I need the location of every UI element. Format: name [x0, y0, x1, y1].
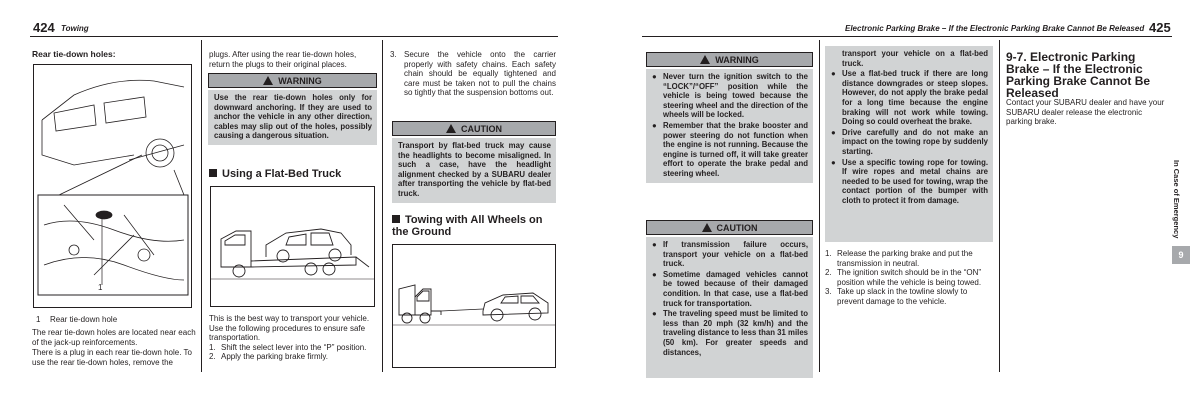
figure1-caption-number: 1	[36, 315, 41, 324]
caution-triangle-icon	[446, 124, 456, 133]
figure1-callout: 1	[98, 283, 103, 292]
flatbed-truck-figure	[210, 186, 375, 307]
right-caution-item-2: ● Sometime damaged vehicles cannot be towed because of their damaged condition. In that case, use a flat-bed truck for transportation.	[652, 269, 808, 308]
right-header-title: Electronic Parking Brake – If the Electronic Parking Brake Cannot Be Released	[845, 24, 1145, 33]
right-caution-label-bar	[646, 220, 813, 235]
section-9-7-heading: 9-7. Electronic Parking Brake – If the Electronic Parking Brake Cannot Be Released	[1006, 50, 1151, 100]
right-caution-body	[646, 237, 813, 378]
tow-step-1-text: Release the parking brake and put the transmission in neutral.	[837, 249, 973, 268]
flatbed-step-3-num: 3.	[390, 50, 397, 59]
side-tab-text: In Case of Emergency	[1172, 160, 1181, 239]
right-caution-item-2-text: Sometime damaged vehicles cannot be towed because of their damaged condition. In that case, use a flat-bed truck for transportation.	[663, 269, 808, 308]
tow-step-3	[825, 287, 993, 306]
tow-step-1	[825, 249, 993, 268]
flatbed-step-3-text: Secure the vehicle onto the carrier properly with safety chains. Each safety chain should be equally tightened and care must be taken not to pull the chains so tightly that the suspension bottoms out.	[404, 50, 556, 98]
right-caution-item-1: ● If transmission failure occurs, transport your vehicle on a flat-bed truck.	[652, 240, 808, 269]
right-warning-box	[646, 52, 813, 183]
right-warning-label-bar	[646, 52, 813, 67]
right-warning-item-2: ● Remember that the brake booster and power steering do not function when the engine is not running. Because the engine is turned off, it will take greater effort to operate the brake pedal and steering wheel.	[652, 120, 808, 178]
flatbed-para: This is the best way to transport your vehicle. Use the following procedures to ensure safe transportation.	[209, 314, 370, 343]
all-wheels-heading	[392, 214, 558, 238]
right-caution-item-3: ● The traveling speed must be limited to less than 20 mph (32 km/h) and the traveling distance to less than 31 miles (50 km). For greater speeds and distances,	[652, 309, 808, 357]
caution-triangle-icon-right	[702, 223, 712, 232]
section-9-7-text: Contact your SUBARU dealer and have your SUBARU dealer release the electronic parking brake.	[1006, 98, 1165, 127]
caution-continued-item-3: ● Use a specific towing rope for towing. If wire ropes and metal chains are needed to be used for towing, wrap the contact portion of the bumper with cloth to protect it from damage.	[831, 157, 988, 205]
figure1-caption-item	[32, 315, 192, 325]
flatbed-step-1-num: 1.	[209, 342, 216, 352]
right-caution-item-1-text: If transmission failure occurs, transport your vehicle on a flat-bed truck.	[663, 240, 808, 269]
right-warning-item-1: ● Never turn the ignition switch to the “LOCK”/“OFF” position while the vehicle is being towed because the steering wheel and the direction of the wheels will be locked.	[652, 72, 808, 120]
flatbed-heading-text: Using a Flat-Bed Truck	[222, 168, 342, 180]
right-caution-label: CAUTION	[716, 223, 758, 233]
left-header-title: Towing	[61, 24, 89, 33]
flatbed-step-1	[209, 343, 377, 353]
col1-para1: The rear tie-down holes are located near each of the jack-up reinforcements.	[32, 328, 196, 347]
right-caution-box	[646, 220, 813, 378]
left-warning-box	[208, 73, 377, 145]
right-page-number: 425	[1149, 20, 1171, 35]
right-warning-label: WARNING	[715, 55, 759, 65]
left-warning-text: Use the rear tie-down holes only for downward anchoring. If they are used to anchor the vehicle in any other direction, cables may slip out of the holes, possibly causing a dangerous situation.	[208, 90, 377, 145]
left-col3	[390, 50, 556, 98]
left-divider-2	[382, 40, 383, 372]
flatbed-truck-illustration	[211, 187, 374, 306]
tow-step-3-num: 3.	[825, 287, 832, 297]
left-col2	[209, 50, 377, 69]
right-divider-2	[999, 40, 1000, 372]
caution-continued-item-3-text: Use a specific towing rope for towing. If wire ropes and metal chains are needed to be used for towing, wrap the contact portion of the bumper with cloth to protect it from damage.	[842, 157, 988, 205]
flatbed-step-2	[209, 352, 377, 362]
left-caution-label-bar	[392, 121, 556, 136]
right-caution-continued	[825, 46, 993, 242]
left-col1	[32, 50, 192, 60]
tow-all-wheels-illustration	[393, 245, 555, 367]
warning-triangle-icon	[263, 76, 273, 85]
right-warning-body	[646, 69, 813, 183]
tow-steps	[825, 249, 993, 307]
caution-continued-item-1-text: Use a flat-bed truck if there are long distance downgrades or steep slopes. However, do not apply the brake pedal for a long time because the engine braking will not work while towing. Doing so could overheat the brake.	[842, 69, 988, 127]
side-tab-label	[1172, 160, 1190, 240]
tow-step-2-num: 2.	[825, 268, 832, 278]
tow-step-2-text: The ignition switch should be in the “ON” position while the vehicle is being towed.	[837, 268, 982, 287]
tow-step-2	[825, 268, 993, 287]
left-caution-box	[392, 121, 556, 203]
left-col1-text	[32, 328, 196, 367]
flatbed-text	[209, 314, 377, 362]
left-divider-1	[201, 40, 202, 372]
left-caution-text: Transport by flat-bed truck may cause the headlights to become misaligned. In such a case, have the headlight alignment checked by a SUBARU dealer after transporting the vehicle by flat-bed truck.	[392, 138, 556, 203]
col2-para1: plugs. After using the rear tie-down holes, return the plugs to their original places.	[209, 50, 357, 69]
rear-tie-down-figure	[33, 64, 192, 308]
figure1-caption: Rear tie-down hole	[50, 315, 118, 324]
left-warning-label: WARNING	[278, 76, 322, 86]
tow-step-1-num: 1.	[825, 249, 832, 258]
right-warning-item-1-text: Never turn the ignition switch to the “LOCK”/“OFF” position while the vehicle is being towed because the steering wheel and the direction of the wheels will be locked.	[663, 72, 808, 120]
flatbed-step-1-text: Shift the select lever into the “P” position.	[221, 342, 367, 352]
left-page-number: 424	[33, 20, 55, 35]
section-square-icon	[209, 169, 217, 177]
section-square-icon-2	[392, 215, 400, 223]
flatbed-step-2-text: Apply the parking brake firmly.	[221, 352, 329, 362]
caution-continued-first: transport your vehicle on a flat-bed truck.	[842, 49, 988, 68]
left-warning-label-bar	[208, 73, 377, 88]
right-header-rule	[642, 36, 1172, 37]
caution-continued-item-1: ● Use a flat-bed truck if there are long distance downgrades or steep slopes. However, do not apply the brake pedal for a long time because the engine braking will not work while towing. Doing so could overheat the brake.	[831, 69, 988, 127]
left-header-rule	[30, 36, 558, 37]
flatbed-heading	[209, 168, 377, 180]
figure1-caption-row	[32, 315, 192, 325]
rear-tie-down-illustration	[34, 65, 191, 307]
rear-tie-down-heading: Rear tie-down holes:	[32, 49, 116, 59]
flatbed-step-2-num: 2.	[209, 352, 216, 362]
tow-step-3-text: Take up slack in the towline slowly to prevent damage to the vehicle.	[837, 287, 968, 306]
all-wheels-heading-text: Towing with All Wheels on the Ground	[392, 214, 543, 238]
side-tab-number: 9	[1172, 246, 1190, 264]
col1-para2: There is a plug in each rear tie-down hole. To use the rear tie-down holes, remove the	[32, 348, 192, 367]
caution-continued-item-2: ● Drive carefully and do not make an impact on the towing rope by suddenly starting.	[831, 127, 988, 156]
warning-triangle-icon-right	[700, 55, 710, 64]
right-caution-item-3-text: The traveling speed must be limited to less than 20 mph (32 km/h) and the traveling distance to less than 31 miles (50 km). For greater speeds and distances,	[663, 309, 808, 357]
tow-all-wheels-figure	[392, 244, 556, 368]
right-divider-1	[819, 40, 820, 372]
caution-continued-item-2-text: Drive carefully and do not make an impact on the towing rope by suddenly starting.	[842, 127, 988, 156]
flatbed-step-3	[390, 50, 556, 98]
left-caution-label: CAUTION	[461, 124, 502, 134]
right-warning-item-2-text: Remember that the brake booster and power steering do not function when the engine is not running. Because the engine is turned off, it will take greater effort to operate the brake pedal and steering wheel.	[663, 120, 808, 178]
